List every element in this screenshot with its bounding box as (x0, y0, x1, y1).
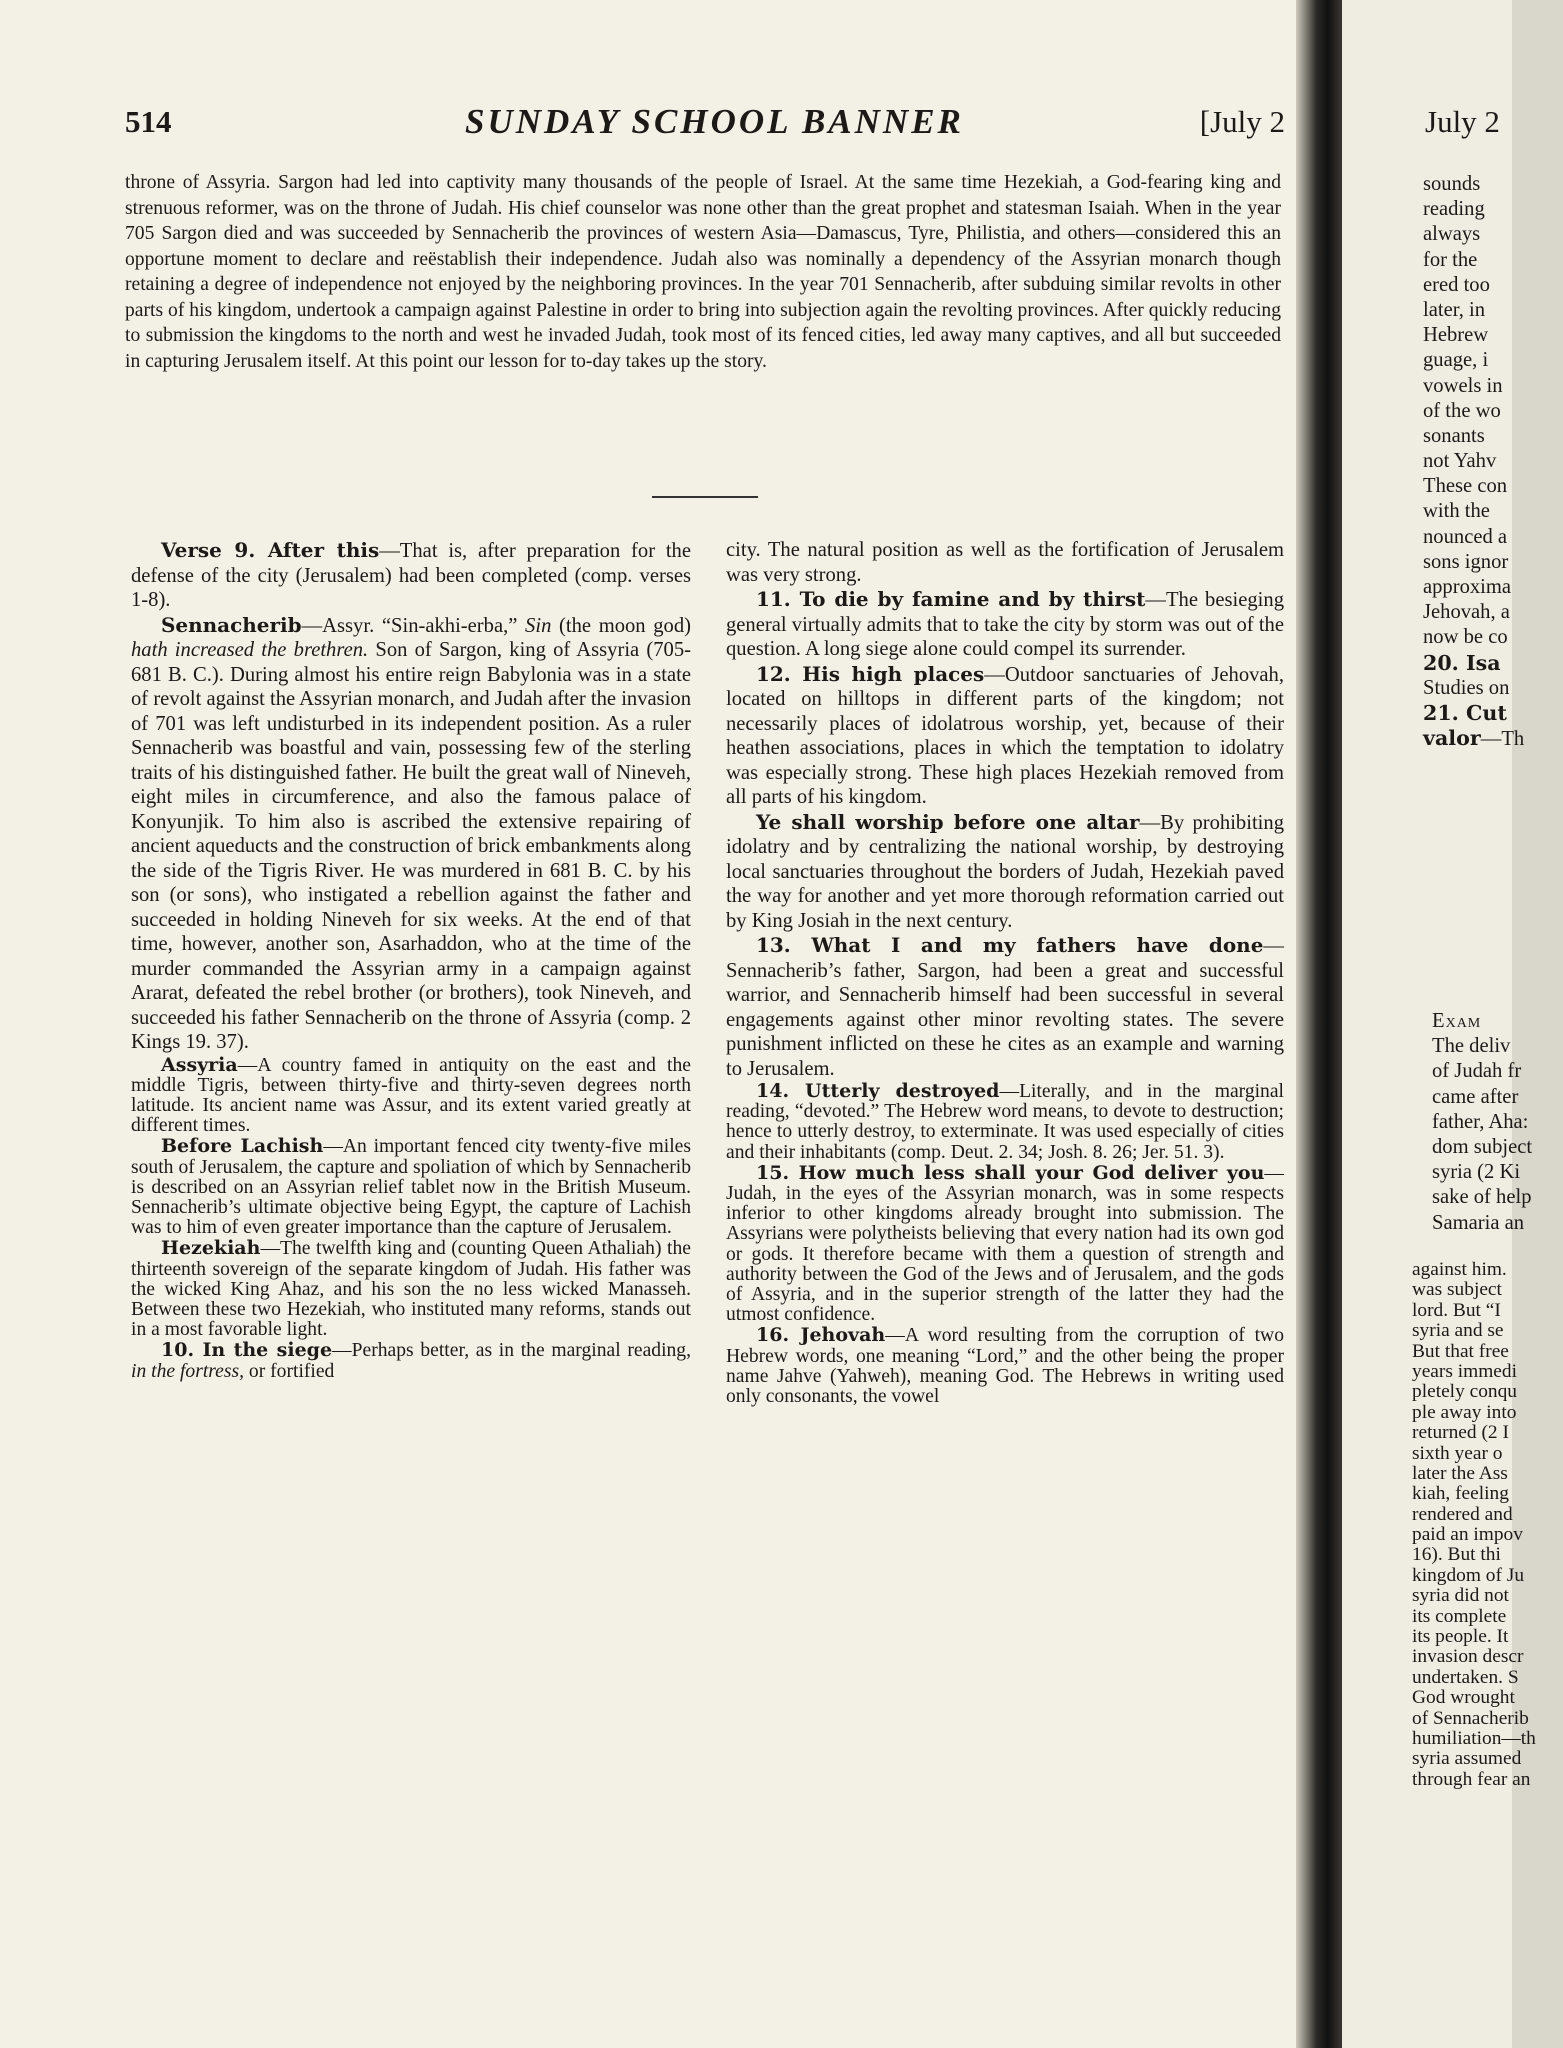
note-verse-10 (131, 1340, 691, 1381)
note-text: —By prohibiting idolatry and by centralizing the national worship, by destroying local sanctuaries throughout the borders of Judah, Hezekiah paved the way for another and yet more thorough reformation carried out by King Josiah in the next century. (726, 811, 1284, 932)
note-text: —Outdoor sanctuaries of Jehovah, located on hilltops in different parts of the kingdom; not necessarily places of idolatrous worship, yet, because of their heathen associations, places in which the temptation to idolatry was especially strong. These high places Hezekiah removed from all parts of his kingdom. (726, 663, 1284, 808)
facing-heading: Exam (1432, 1010, 1482, 1032)
note-hezekiah (131, 1238, 691, 1340)
note-verse-14 (726, 1081, 1284, 1163)
note-verse-16 (726, 1325, 1284, 1407)
facing-term: valor (1423, 726, 1481, 751)
facing-line: of Judah fr (1432, 1060, 1522, 1083)
section-divider (652, 496, 758, 498)
facing-page-low-lines (1412, 1260, 1536, 1790)
facing-line: undertaken. S (1412, 1666, 1519, 1688)
facing-line: not Yahv (1423, 450, 1497, 473)
note-text: Son of Sargon, king of Assyria (705-681 B. C.). During almost his entire reign Babylonia was in a state of revolt against the Assyrian monarch, and Judah after the invasion of 701 was left undisturbed in its independent position. As a ruler Sennacherib was boastful and vain, possessing few of the sterling traits of his distinguished father. He built the great wall of Nineveh, eight miles in circumference, and also the famous palace of Konyunjik. To him also is ascribed the extensive repairing of ancient aqueducts and the construction of brick embankments along the side of the Tigris River. He was murdered in 681 B. C. by his son (or sons), who instigated a rebellion against the father and succeeded in holding Nineveh for six weeks. At the end of that time, however, another son, Asarhaddon, who at the time of the murder commanded the Assyrian army in a campaign against Ararat, defeated the rebel brother (or brothers), took Nineveh, and succeeded his father Sennacherib on the throne of Assyria (comp. 2 Kings 19. 37). (131, 639, 691, 1053)
note-verse-13 (726, 933, 1284, 1081)
facing-line: These con (1423, 475, 1508, 498)
note-verse-12 (726, 662, 1284, 810)
facing-line: of Sennacherib (1412, 1707, 1529, 1729)
facing-line: pletely conqu (1412, 1381, 1518, 1403)
facing-line: syria and se (1412, 1320, 1504, 1342)
facing-line: its people. It (1412, 1626, 1509, 1648)
facing-line: through fear an (1412, 1768, 1531, 1790)
facing-line: later, in (1423, 298, 1486, 321)
facing-line: now be co (1423, 626, 1508, 649)
facing-line: always (1423, 223, 1481, 246)
facing-line: syria did not (1412, 1585, 1509, 1607)
facing-line: humiliation—th (1412, 1727, 1536, 1749)
facing-line: of the wo (1423, 399, 1501, 422)
facing-line: sonants (1423, 424, 1485, 447)
note-verse-15 (726, 1163, 1284, 1326)
facing-line: sake of help (1432, 1186, 1532, 1209)
facing-line: kingdom of Ju (1412, 1564, 1525, 1586)
note-term: 15. How much less shall your God deliver you (756, 1161, 1265, 1184)
note-term: Sennacherib (161, 612, 302, 637)
running-title: SUNDAY SCHOOL BANNER (465, 102, 964, 141)
intro-paragraph: throne of Assyria. Sargon had led into captivity many thousands of the people of Israel. At the same time Hezekiah, a God-fearing king and strenuous reformer, was on the throne of Judah. His chief counselor was none other than the great prophet and statesman Isaiah. When in the year 705 Sargon died and was succeeded by Sennacherib the provinces of western Asia—Damascus, Tyre, Philistia, and others—considered this an opportune moment to declare and reëstablish their independence. Judah also was nominally a dependency of the Assyrian monarch though retaining a degree of independence not enjoyed by the neighboring provinces. In the year 701 Sennacherib, after subduing similar revolts in other parts of his kingdom, undertook a campaign against Palestine in order to bring into subjection again the revolting provinces. After quickly reducing to submission the kingdoms to the north and west he invaded Judah, took most of its fenced cities, led away many captives, and all but succeeded in capturing Jerusalem itself. At this point our lesson for to-day takes up the story. (125, 172, 1281, 372)
note-continuation: city. The natural position as well as the fortification of Jerusalem was very strong. (726, 539, 1284, 586)
left-column (131, 538, 691, 1382)
facing-line: 16). But thi (1412, 1544, 1501, 1566)
facing-page (1342, 0, 1536, 2048)
facing-line: ered too (1423, 273, 1490, 296)
note-italic: in the fortress, (131, 1360, 245, 1382)
note-term: 11. To die by famine and by thirst (756, 587, 1146, 611)
facing-page-mid-lines (1432, 1009, 1532, 1236)
note-text: —An important fenced city twenty-five miles south of Jerusalem, the capture and spoliation of which by Sennacherib is described on an Assyrian relief tablet now in the British Museum. Sennacherib’s ultimate objective being Egypt, the capture of Lachish was to him of even greater importance than the capture of Jerusalem. (131, 1136, 691, 1239)
note-text: —Assyr. “Sin-akhi-erba,” (301, 614, 526, 637)
dense-notes-left (131, 1055, 691, 1382)
facing-line-bold: 20. Isa (1423, 650, 1501, 675)
note-term: Before Lachish (161, 1135, 324, 1158)
facing-line: Samaria an (1432, 1211, 1525, 1234)
note-one-altar (726, 810, 1284, 934)
facing-line: came after (1432, 1085, 1519, 1108)
facing-line: approxima (1423, 576, 1512, 598)
facing-line: guage, i (1423, 349, 1489, 372)
note-term: 16. Jehovah (756, 1324, 886, 1347)
facing-line: father, Aha: (1432, 1110, 1529, 1133)
note-text: —Literally, and in the marginal reading, “devoted.” The Hebrew word means, to devote to destruction; hence to utterly destroy, to exterminate. It was used especially of cities and their inhabitants (comp. Deut. 2. 34; Josh. 8. 26; Jer. 51. 3). (726, 1081, 1284, 1163)
facing-line: was subject (1412, 1279, 1502, 1301)
note-text: —Judah, in the eyes of the Assyrian monarch, was in some respects inferior to other kingdoms already brought into submission. The Assyrians were polytheists believing that every nation had its own god or gods. It therefore became with them a question of strength and authority between the God of the Jews and of Jerusalem, and the gods of Assyria, and in the superior strength of the latter they had the utmost confidence. (726, 1162, 1284, 1326)
facing-line (1423, 726, 1563, 751)
note-term: 10. In the siege (161, 1339, 333, 1362)
facing-line: with the (1423, 500, 1490, 523)
facing-line: years immedi (1412, 1360, 1518, 1382)
note-text: (the moon god) (551, 614, 692, 637)
note-term: Assyria (161, 1053, 238, 1076)
facing-line: for the (1423, 248, 1478, 271)
facing-page-top-lines (1423, 172, 1563, 751)
facing-line: later the Ass (1412, 1462, 1508, 1484)
facing-line: dom subject (1432, 1135, 1533, 1158)
note-term: Verse 9. After this (161, 538, 380, 562)
facing-line: against him. (1412, 1259, 1507, 1280)
facing-line: returned (2 I (1412, 1422, 1509, 1444)
facing-line: lord. But “I (1412, 1299, 1501, 1321)
note-verse-9 (131, 538, 691, 613)
note-text: —Perhaps better, as in the marginal reading, (332, 1340, 691, 1362)
book-gutter (1296, 0, 1342, 2048)
facing-line: nounced a (1423, 525, 1508, 548)
right-column (726, 538, 1284, 1407)
note-text: or fortified (244, 1360, 335, 1382)
note-italic: Sin (525, 614, 552, 637)
facing-line: ple away into (1412, 1401, 1517, 1423)
facing-line: syria (2 Ki (1432, 1161, 1521, 1184)
note-text: —That is, after preparation for the defense of the city (Jerusalem) had been completed (comp. verses 1-8). (131, 540, 691, 611)
page-number: 514 (125, 104, 172, 139)
facing-line: kiah, feeling (1412, 1483, 1509, 1505)
page-header (125, 104, 1285, 144)
header-date: [July 2 (1199, 104, 1285, 139)
facing-line: sons ignor (1423, 550, 1509, 573)
note-verse-11 (726, 587, 1284, 662)
facing-line: syria assumed (1412, 1748, 1522, 1770)
note-text: —The twelfth king and (counting Queen Athaliah) the thirteenth sovereign of the separate kingdom of Judah. His father was the wicked King Ahaz, and his son the no less wicked Manasseh. Between these two Hezekiah, who instituted many reforms, stands out in a most favorable light. (131, 1238, 691, 1341)
facing-line: Hebrew (1423, 324, 1489, 347)
facing-line-bold: 21. Cut (1423, 700, 1507, 725)
facing-line: vowels in (1423, 374, 1503, 397)
facing-page-header: July 2 (1425, 104, 1500, 139)
note-text: —A country famed in antiquity on the east and the middle Tigris, between thirty-five and thirty-seven degrees north latitude. Its ancient name was Assur, and its extent varied greatly at different times. (131, 1054, 691, 1137)
note-term: Ye shall worship before one altar (756, 809, 1140, 834)
note-text: —Sennacherib’s father, Sargon, had been a great and successful warrior, and Sennacherib himself had been successful in several engagements against other minor revolting states. The severe punishment inflicted on these he cites as an example and warning to Jerusalem. (726, 935, 1284, 1080)
note-term: 13. What I and my fathers have done (756, 933, 1264, 957)
facing-line: God wrought (1412, 1687, 1515, 1709)
note-text: —The besieging general virtually admits that to take the city by storm was out of the question. A long siege alone could compel its surrender. (726, 589, 1284, 660)
note-text: —A word resulting from the corruption of two Hebrew words, one meaning “Lord,” and the other being the proper name Jahve (Yahweh), meaning God. The Hebrews in writing used only consonants, the vowel (726, 1325, 1284, 1408)
note-lachish (131, 1136, 691, 1238)
facing-line: its complete (1412, 1605, 1507, 1627)
note-assyria (131, 1055, 691, 1137)
facing-line: The deliv (1432, 1035, 1511, 1058)
facing-line: reading (1423, 198, 1485, 221)
facing-line: sixth year o (1412, 1442, 1503, 1464)
facing-line: sounds (1423, 173, 1481, 195)
note-italic: hath increased the brethren. (131, 639, 369, 661)
facing-line: Jehovah, a (1423, 601, 1510, 624)
facing-line: paid an impov (1412, 1524, 1523, 1546)
note-sennacherib (131, 613, 691, 1055)
facing-line: rendered and (1412, 1503, 1513, 1525)
note-term: Hezekiah (161, 1237, 261, 1260)
dense-notes-right (726, 1081, 1284, 1407)
facing-line: But that free (1412, 1340, 1509, 1362)
note-term: 12. His high places (756, 661, 985, 686)
facing-line: invasion descr (1412, 1646, 1524, 1668)
note-term: 14. Utterly destroyed (756, 1080, 1000, 1102)
facing-line: Studies on (1423, 676, 1510, 699)
facing-text: —Th (1480, 728, 1525, 751)
